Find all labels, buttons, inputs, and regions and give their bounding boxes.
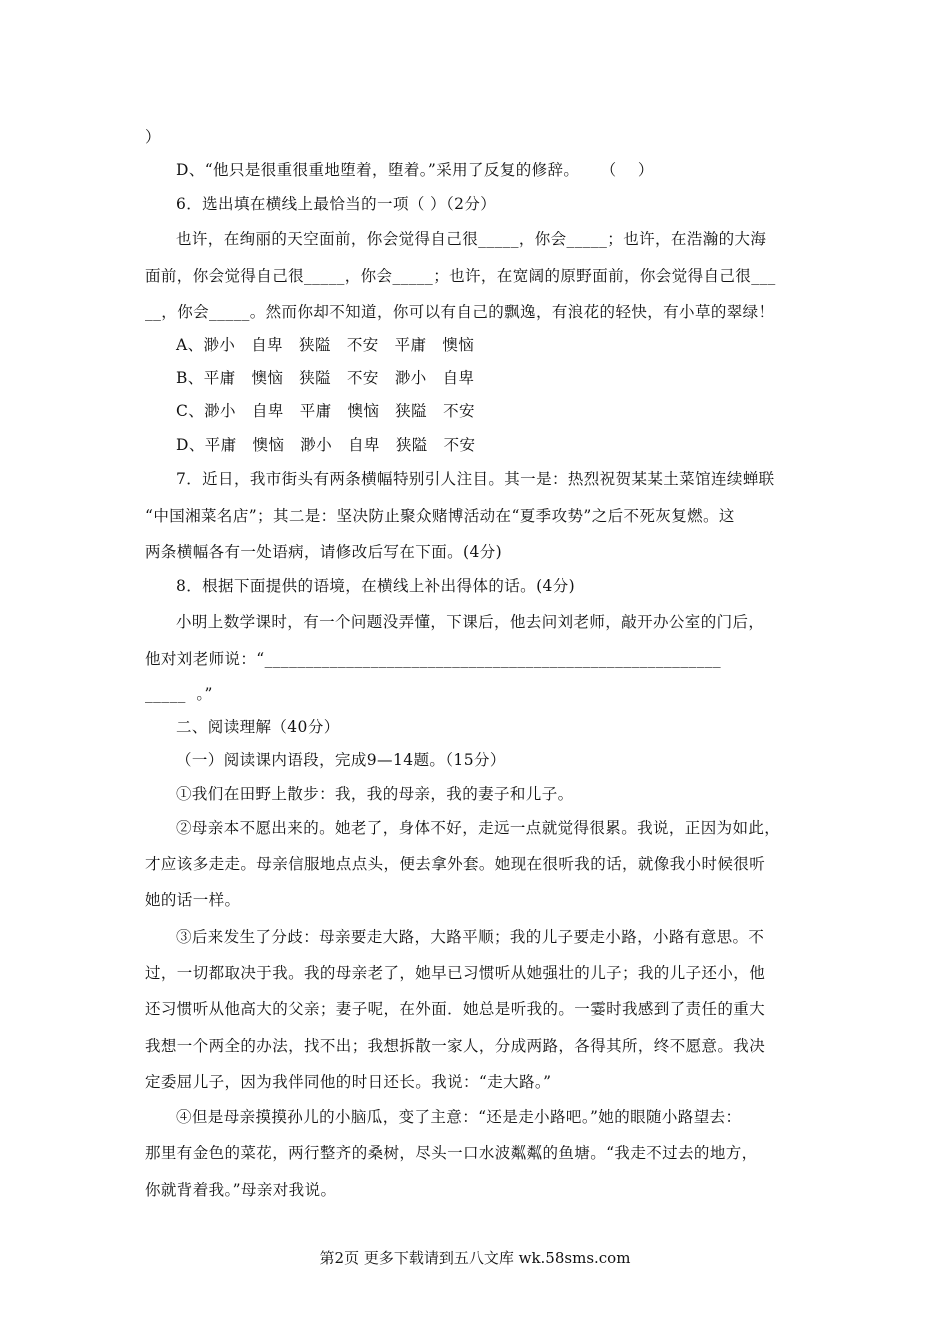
option-c: C、渺小 自卑 平庸 懊恼 狭隘 不安: [176, 402, 475, 420]
option-a: A、渺小 自卑 狭隘 不安 平庸 懊恼: [176, 336, 475, 354]
text-line: ）: [145, 128, 161, 146]
text-line: 还习惯听从他高大的父亲；妻子呢，在外面．她总是听我的。一霎时我感到了责任的重大: [145, 1000, 766, 1018]
text-line: 才应该多走走。母亲信服地点点头，便去拿外套。她现在很听我的话，就像我小时候很听: [145, 855, 766, 873]
text-line: 小明上数学课时，有一个问题没弄懂，下课后，他去问刘老师，敲开办公室的门后，: [176, 613, 765, 631]
text-line: 她的话一样。: [145, 891, 241, 909]
subsection-heading: （一）阅读课内语段，完成9—14题。（15分）: [176, 751, 506, 769]
paragraph-4: ④但是母亲摸摸孙儿的小脑瓜，变了主意：“还是走小路吧。”她的眼随小路望去：: [176, 1108, 742, 1126]
paragraph-3: ③后来发生了分歧：母亲要走大路，大路平顺；我的儿子要走小路，小路有意思。不: [176, 928, 765, 946]
question-6: 6．选出填在横线上最恰当的一项（ ）（2分）: [176, 195, 497, 213]
text-line: D、“他只是很重很重地堕着，堕着。”采用了反复的修辞。 （ ）: [176, 161, 654, 179]
question-8: 8．根据下面提供的语境，在横线上补出得体的话。(4分): [176, 577, 576, 595]
option-b: B、平庸 懊恼 狭隘 不安 渺小 自卑: [176, 369, 475, 387]
text-line: 面前，你会觉得自己很_____，你会_____；也许，在宽阔的原野面前，你会觉得自己很___: [145, 267, 776, 285]
answer-line: _____ 。”: [145, 685, 213, 703]
text-line: 过，一切都取决于我。我的母亲老了，她早已习惯听从她强壮的儿子；我的儿子还小，他: [145, 964, 766, 982]
text-line: 你就背着我。”母亲对我说。: [145, 1181, 337, 1199]
paragraph-2: ②母亲本不愿出来的。她老了，身体不好，走远一点就觉得很累。我说，正因为如此，: [176, 819, 781, 837]
text-line: 也许，在绚丽的天空面前，你会觉得自己很_____，你会_____；也许，在浩瀚的大海: [176, 230, 767, 248]
text-line: 那里有金色的菜花，两行整齐的桑树，尽头一口水波粼粼的鱼塘。“我走不过去的地方，: [145, 1144, 758, 1162]
text-line: “中国湘菜名店”；其二是：坚决防止聚众赌博活动在“夏季攻势”之后不死灰复燃。这: [145, 507, 735, 525]
text-line: __，你会_____。然而你却不知道，你可以有自己的飘逸，有浪花的轻快，有小草的翠绿！: [145, 303, 775, 321]
page-footer: 第2页 更多下载请到五八文库 wk.58sms.com: [319, 1249, 631, 1267]
question-7: 7．近日，我市街头有两条横幅特别引人注目。其一是：热烈祝贺某某土菜馆连续蝉联: [176, 470, 775, 488]
text-line: 定委屈儿子，因为我伴同他的时日还长。我说：“走大路。”: [145, 1073, 552, 1091]
answer-line: 他对刘老师说：“________________________________________________________: [145, 650, 722, 668]
option-d: D、平庸 懊恼 渺小 自卑 狭隘 不安: [176, 436, 476, 454]
text-line: 两条横幅各有一处语病，请修改后写在下面。(4分): [145, 543, 503, 561]
paragraph-1: ①我们在田野上散步：我，我的母亲，我的妻子和儿子。: [176, 785, 574, 803]
text-line: 我想一个两全的办法，找不出；我想拆散一家人，分成两路，各得其所，终不愿意。我决: [145, 1037, 766, 1055]
section-heading: 二、阅读理解（40分）: [176, 718, 340, 736]
